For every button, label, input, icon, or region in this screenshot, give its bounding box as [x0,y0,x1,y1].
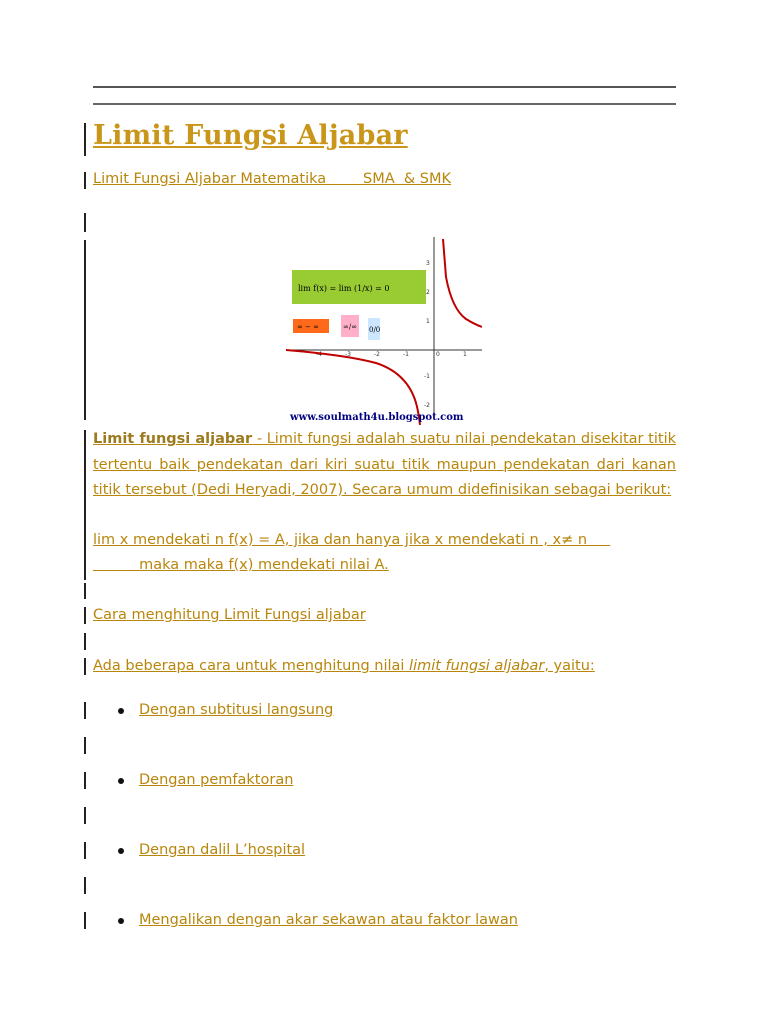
keyword: Limit fungsi aljabar [93,431,253,447]
method-item[interactable]: Dengan pemfaktoran [139,772,294,788]
margin-bar [84,607,86,624]
margin-bar [84,240,86,420]
svg-text:-2: -2 [374,351,380,358]
top-rule [93,86,676,88]
second-rule [93,103,676,105]
svg-text:0/0: 0/0 [369,326,381,334]
margin-bar [84,172,86,189]
margin-bar [84,842,86,859]
svg-text:0: 0 [436,351,440,358]
margin-bar [84,702,86,719]
paragraph-text: - Limit fungsi adalah suatu nilai pendekatan disekitar titik tertentu baik pendekatan dari kiri suatu titik maupun pendekatan dari kanan titik tersebut (Dedi Heryadi, 2007). Secara umum didefinisikan sebagai berikut: [93,431,676,498]
margin-bar [84,737,86,754]
bullet-icon [118,848,124,854]
subtitle-link[interactable]: Limit Fungsi Aljabar Matematika SMA & SMK [93,171,452,187]
margin-bar [84,658,86,675]
bullet-icon [118,918,124,924]
svg-text:-4: -4 [316,351,322,358]
svg-text:-1: -1 [403,351,409,358]
definition-line-1[interactable]: lim x mendekati n f(x) = A, jika dan hanya jika x mendekati n , x≠ n [93,532,611,548]
margin-bar [84,772,86,789]
page-title[interactable]: Limit Fungsi Aljabar [93,120,408,151]
definition-paragraph[interactable] [93,427,676,504]
svg-text:∞ − ∞: ∞ − ∞ [297,323,319,331]
svg-text:-3: -3 [345,351,351,358]
margin-bar [84,123,86,156]
margin-bar [84,633,86,650]
section-heading[interactable]: Cara menghitung Limit Fungsi aljabar [93,607,366,623]
svg-text:-2: -2 [424,402,430,409]
margin-bar [84,877,86,894]
svg-text:2: 2 [426,289,430,296]
svg-text:3: 3 [426,260,430,267]
margin-bar [84,912,86,929]
method-item[interactable]: Dengan subtitusi langsung [139,702,334,718]
formula-text: lim f(x) = lim (1/x) = 0 [298,284,390,293]
svg-text:∞/∞: ∞/∞ [343,323,358,331]
bullet-icon [118,708,124,714]
bullet-icon [118,778,124,784]
intro-line[interactable]: Ada beberapa cara untuk menghitung nilai limit fungsi aljabar, yaitu: [93,658,595,674]
method-item[interactable]: Mengalikan dengan akar sekawan atau faktor lawan [139,912,518,928]
watermark: www.soulmath4u.blogspot.com [290,412,464,423]
definition-line-2[interactable]: maka maka f(x) mendekati nilai A. [93,557,389,573]
curve-positive-branch [443,239,482,327]
margin-bar [84,583,86,599]
svg-text:-1: -1 [424,373,430,380]
margin-bar [84,807,86,824]
method-item[interactable]: Dengan dalil L’hospital [139,842,306,858]
margin-bar [84,430,86,580]
limit-graph-figure [286,237,482,425]
margin-bar [84,213,86,232]
svg-text:1: 1 [426,318,430,325]
x-tick-labels [316,351,467,358]
svg-text:1: 1 [463,351,467,358]
